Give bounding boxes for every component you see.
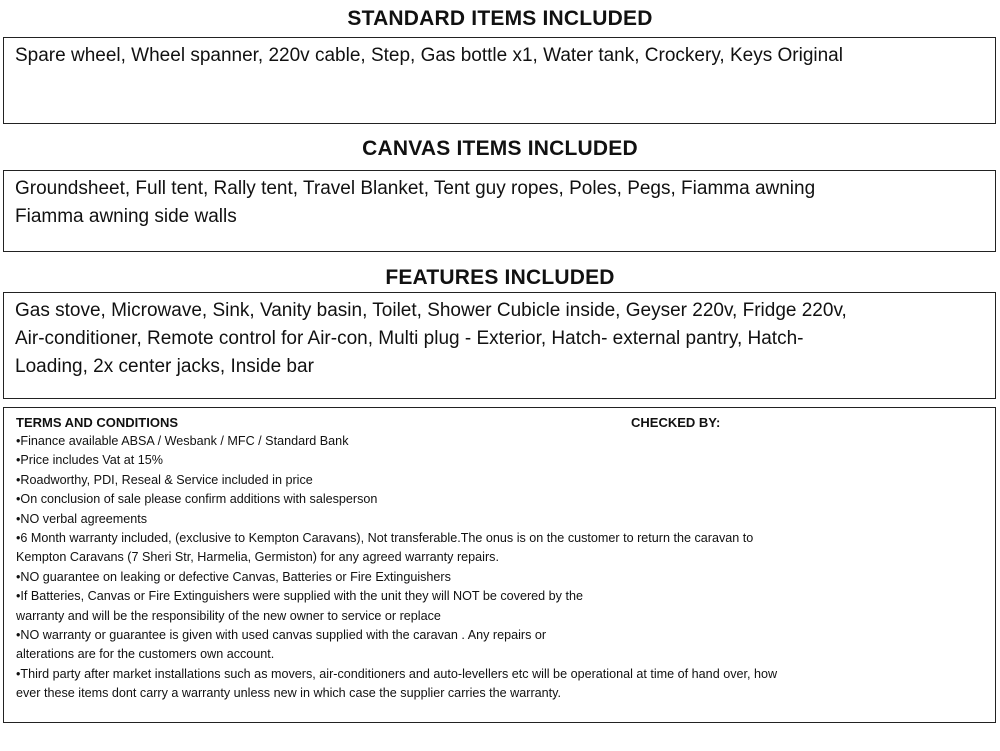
- canvas-items-text: Groundsheet, Full tent, Rally tent, Travel Blanket, Tent guy ropes, Poles, Pegs, Fiamma awning Fiamma awning side walls: [15, 178, 816, 227]
- terms-item: •Finance available ABSA / Wesbank / MFC / Standard Bank: [16, 434, 349, 448]
- terms-list: [16, 432, 987, 704]
- terms-item: •NO verbal agreements: [16, 511, 148, 526]
- standard-items-title: STANDARD ITEMS INCLUDED: [347, 7, 653, 30]
- terms-title: TERMS AND CONDITIONS: [16, 415, 179, 430]
- terms-item: •Price includes Vat at 15%: [16, 453, 163, 468]
- canvas-items-title: CANVAS ITEMS INCLUDED: [362, 137, 638, 160]
- terms-item: •6 Month warranty included, (exclusive to Kempton Caravans), Not transferable.The onus is on the customer to return the caravan to Kempton Caravans (7 Sheri Str, Harmelia, Germiston) for any agreed warranty repairs.: [16, 531, 754, 565]
- features-box: [3, 292, 996, 399]
- canvas-items-box: [3, 170, 996, 252]
- terms-item: •If Batteries, Canvas or Fire Extinguishers were supplied with the unit they will NOT be covered by the warranty and will be the responsibility of the new owner to service or replace: [16, 589, 583, 623]
- terms-item: •NO guarantee on leaking or defective Canvas, Batteries or Fire Extinguishers: [16, 569, 451, 584]
- terms-box: [3, 407, 996, 723]
- terms-item: •NO warranty or guarantee is given with used canvas supplied with the caravan . Any repairs or alterations are for the customers own account.: [16, 628, 547, 662]
- features-text: Gas stove, Microwave, Sink, Vanity basin, Toilet, Shower Cubicle inside, Geyser 220v, Fridge 220v, Air-conditioner, Remote control for Air-con, Multi plug - Exterior, Hatch- external pantry, Hatch- Loading, 2x center jacks, Inside bar: [15, 300, 847, 377]
- features-title: FEATURES INCLUDED: [385, 266, 615, 289]
- terms-item: •Roadworthy, PDI, Reseal & Service included in price: [16, 472, 313, 487]
- terms-item: •On conclusion of sale please confirm additions with salesperson: [16, 492, 378, 507]
- terms-item: •Third party after market installations such as movers, air-conditioners and auto-levellers etc will be operational at time of hand over, how ever these items dont carry a warranty unless new in which case the supplier carries the warranty.: [16, 666, 778, 701]
- standard-items-text: Spare wheel, Wheel spanner, 220v cable, Step, Gas bottle x1, Water tank, Crockery, Keys Original: [15, 45, 843, 66]
- checked-by-label: CHECKED BY:: [631, 415, 721, 430]
- standard-items-box: [3, 37, 996, 124]
